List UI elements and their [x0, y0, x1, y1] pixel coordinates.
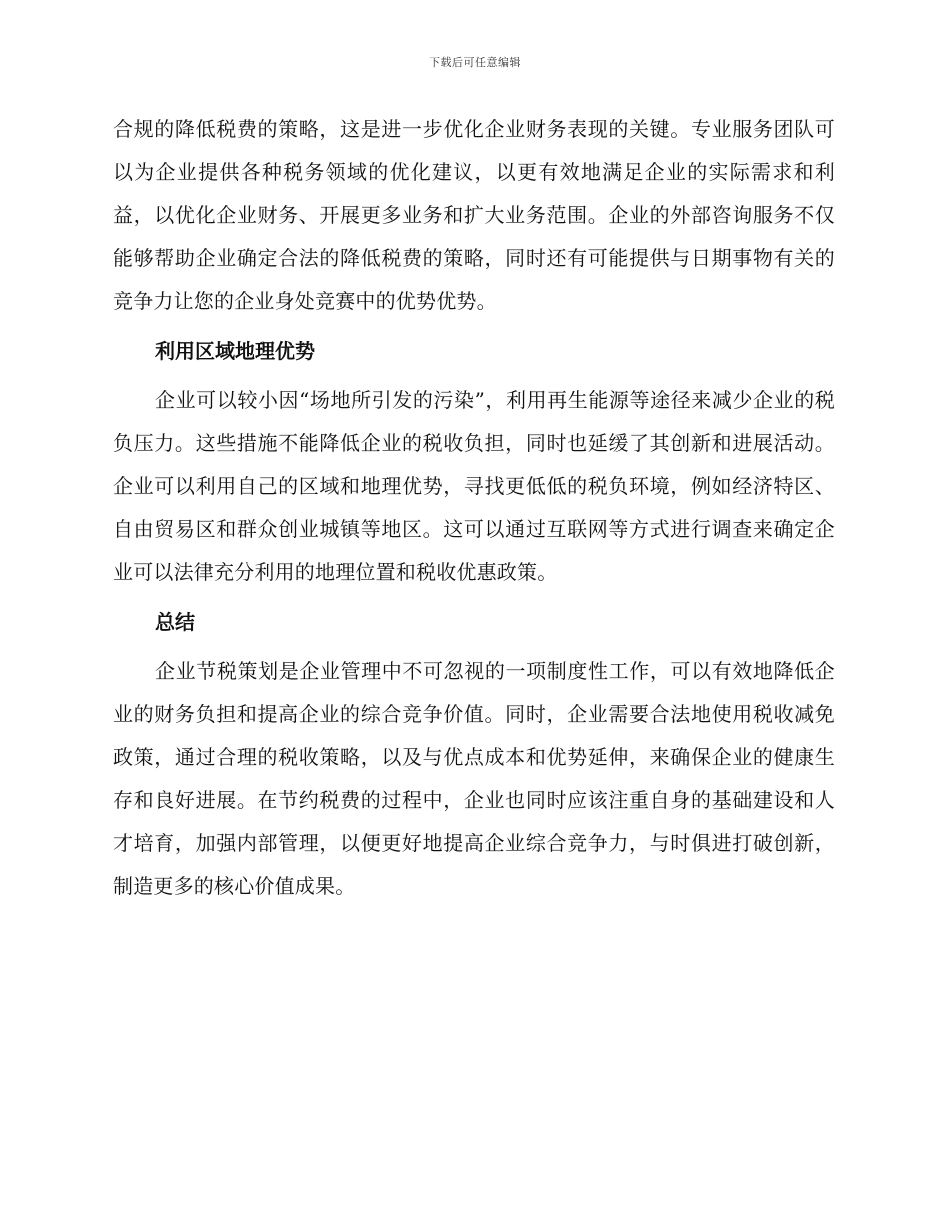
page-header: 下载后可任意编辑: [429, 56, 521, 69]
intro-paragraph: 合规的降低税费的策略，这是进一步优化企业财务表现的关键。专业服务团队可以为企业提供各种税务领域的优化建议，以更有效地满足企业的实际需求和利益，以优化企业财务、开展更多业务和扩大业务范围。企业的外部咨询服务不仅能够帮助企业确定合法的降低税费的策略，同时还有可能提供与日期事物有关的竞争力让您的企业身处竞赛中的优势优势。: [113, 117, 835, 313]
summary-paragraph: 企业节税策划是企业管理中不可忽视的一项制度性工作，可以有效地降低企业的财务负担和提高企业的综合竞争价值。同时，企业需要合法地使用税收减免政策，通过合理的税收策略，以及与优点成本和优势延伸，来确保企业的健康生存和良好进展。在节约税费的过程中，企业也同时应该注重自身的基础建设和人才培育，加强内部管理，以便更好地提高企业综合竞争力，与时俱进打破创新，制造更多的核心价值成果。: [113, 659, 835, 898]
section-heading-summary: 总结: [155, 610, 195, 634]
geo-advantage-paragraph: 企业可以较小因“场地所引发的污染”，利用再生能源等途径来减少企业的税负压力。这些措施不能降低企业的税收负担，同时也延缓了其创新和进展活动。企业可以利用自己的区域和地理优势，寻找更低低的税负环境，例如经济特区、自由贸易区和群众创业城镇等地区。这可以通过互联网等方式进行调查来确定企业可以法律充分利用的地理位置和税收优惠政策。: [113, 388, 835, 584]
section-heading-geo-advantage: 利用区域地理优势: [155, 339, 315, 363]
document-body: [113, 108, 835, 908]
